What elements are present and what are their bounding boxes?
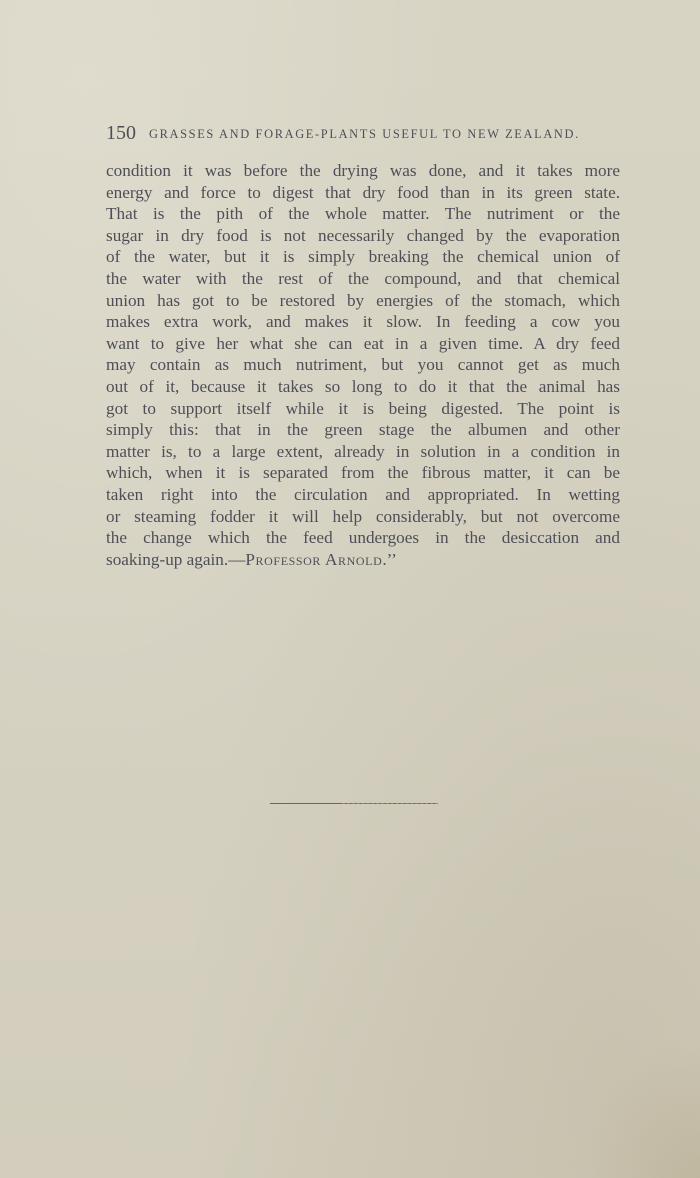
closing-quote: .’’ (382, 549, 397, 569)
text-line: want to give her what she can eat in a given time. A dry feed (106, 333, 620, 353)
text-line: the change which the feed undergoes in the desiccation and (106, 528, 620, 548)
text-line: got to support itself while it is being digested. The point is (106, 398, 620, 418)
text-line: matter is, to a large extent, already in solution in a condition in (106, 441, 620, 461)
paper-stain (580, 1038, 700, 1178)
running-title: GRASSES AND FORAGE-PLANTS USEFUL TO NEW ZEALAND. (149, 127, 580, 141)
body-paragraph (106, 160, 620, 570)
text-line: the water with the rest of the compound, and that chemical (106, 268, 620, 288)
page-number: 150 (106, 122, 136, 144)
text-line: may contain as much nutriment, but you cannot get as much (106, 355, 620, 375)
text-line: simply this: that in the green stage the albumen and other (106, 420, 620, 440)
text-line-last (106, 549, 620, 571)
text-line: sugar in dry food is not necessarily changed by the evaporation (106, 225, 620, 245)
text-line-last-prefix: soaking-up again.— (106, 549, 246, 569)
text-line: of the water, but it is simply breaking the chemical union of (106, 247, 620, 267)
quote-author: Professor Arnold (245, 549, 383, 569)
text-line: condition it was before the drying was done, and it takes more (106, 161, 620, 180)
text-line: out of it, because it takes so long to do it that the animal has (106, 376, 620, 396)
text-line: union has got to be restored by energies of the stomach, which (106, 290, 620, 310)
text-line: makes extra work, and makes it slow. In feeding a cow you (106, 312, 620, 332)
text-line: That is the pith of the whole matter. The nutriment or the (106, 204, 620, 224)
running-head (106, 121, 626, 145)
text-line: which, when it is separated from the fibrous matter, it can be (106, 463, 620, 483)
text-line: taken right into the circulation and appropriated. In wetting (106, 484, 620, 504)
text-line: or steaming fodder it will help considerably, but not overcome (106, 506, 620, 526)
section-divider (270, 803, 438, 804)
text-line: energy and force to digest that dry food than in its green state. (106, 182, 620, 202)
